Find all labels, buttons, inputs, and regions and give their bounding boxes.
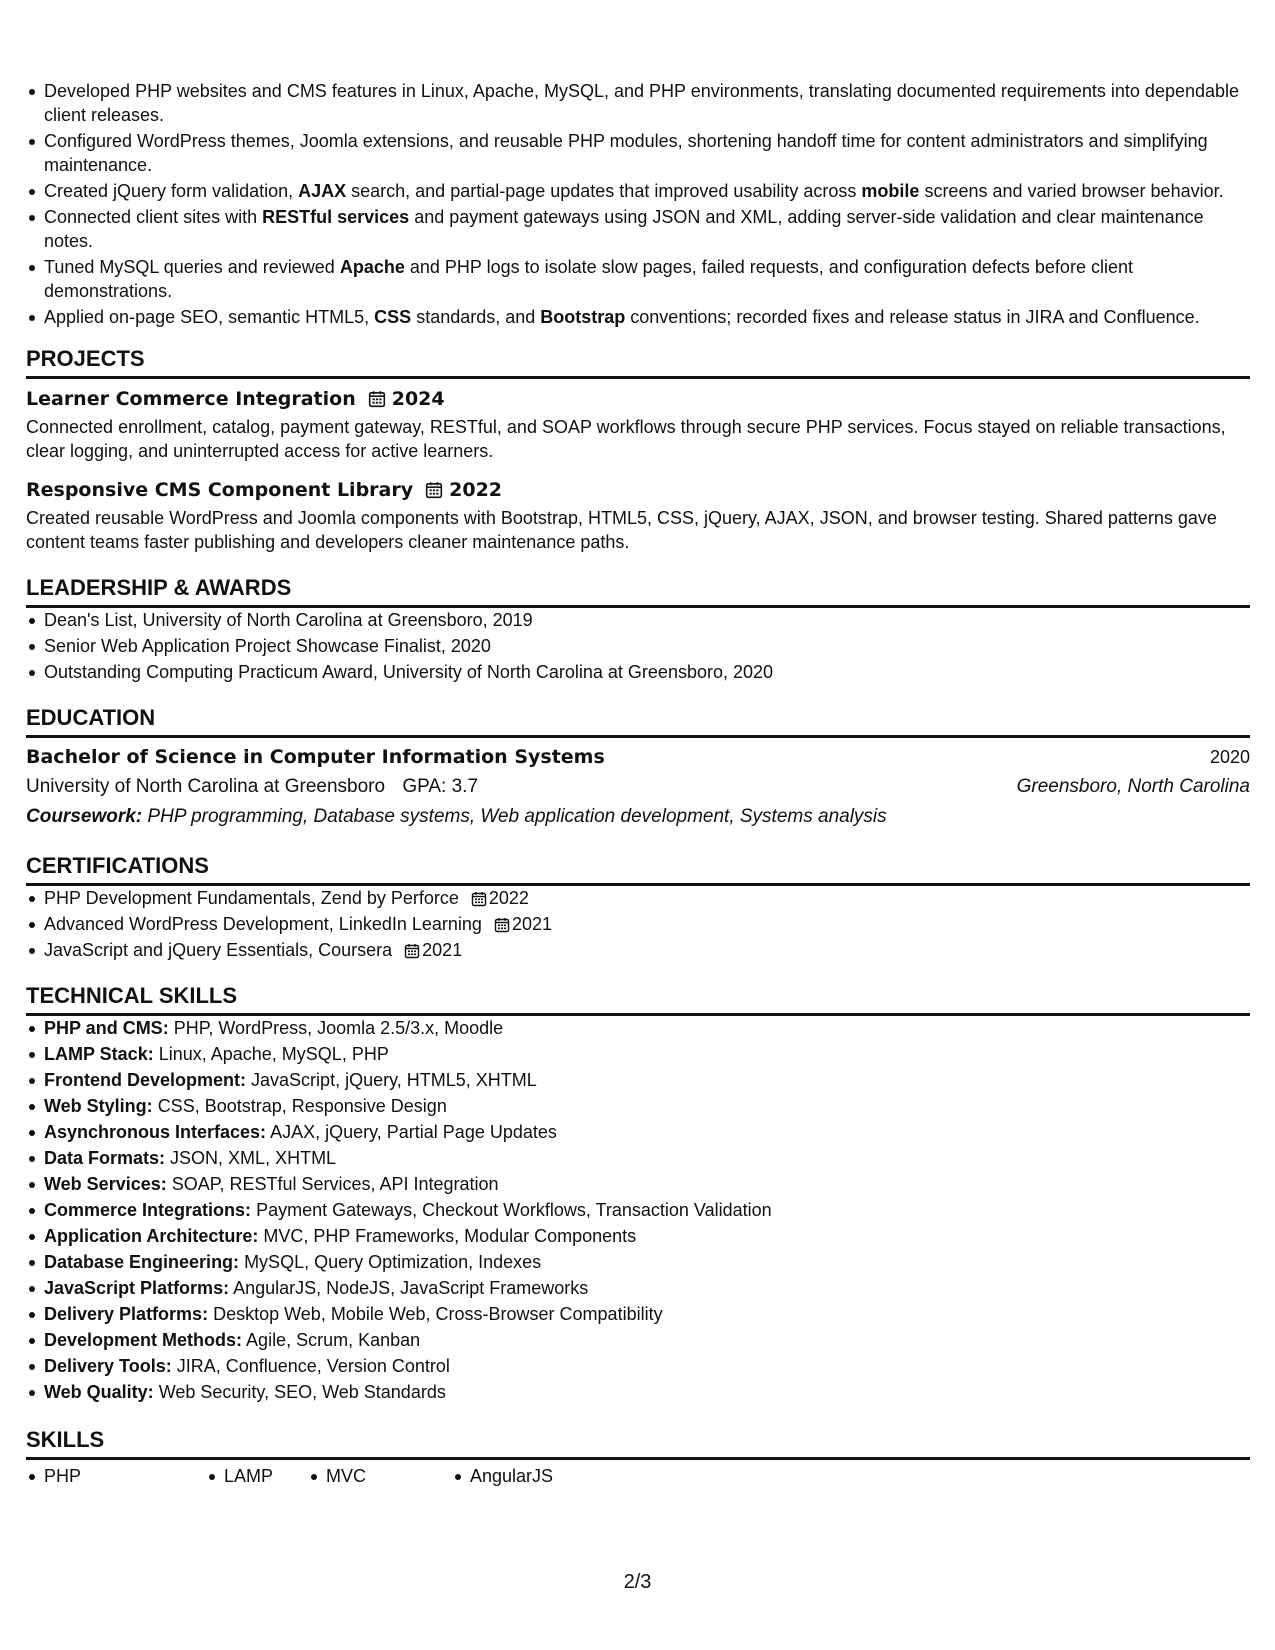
technical-skill-label: Delivery Platforms:: [44, 1304, 209, 1324]
skills-row: [26, 1464, 1250, 1488]
project-title: Learner Commerce Integration: [26, 388, 356, 410]
technical-skill-label: Frontend Development:: [44, 1070, 247, 1090]
technical-skill-value: PHP, WordPress, Joomla 2.5/3.x, Moodle: [173, 1018, 504, 1038]
technical-skill-value: Web Security, SEO, Web Standards: [158, 1382, 446, 1402]
technical-skill-item: [44, 1120, 1250, 1144]
technical-skill-value: CSS, Bootstrap, Responsive Design: [157, 1096, 447, 1116]
technical-skill-value: Agile, Scrum, Kanban: [246, 1330, 421, 1350]
project-year: 2024: [391, 388, 445, 410]
technical-skill-value: Linux, Apache, MySQL, PHP: [158, 1044, 389, 1064]
certification-item: [44, 886, 1250, 910]
technical-skill-label: Delivery Tools:: [44, 1356, 172, 1376]
technical-skill-item: [44, 1250, 1250, 1274]
award-item: Outstanding Computing Practicum Award, University of North Carolina at Greensboro, 2020: [44, 660, 1250, 684]
experience-bullet: Tuned MySQL queries and reviewed Apache and PHP logs to isolate slow pages, failed requests, and configuration defects before client demonstrations.: [44, 255, 1250, 303]
technical-skill-label: PHP and CMS:: [44, 1018, 169, 1038]
experience-bullet: Developed PHP websites and CMS features in Linux, Apache, MySQL, and PHP environments, translating documented requirements into dependable client releases.: [44, 79, 1250, 127]
section-title-projects: PROJECTS: [26, 345, 1250, 379]
technical-skill-item: [44, 1354, 1250, 1378]
technical-skill-item: [44, 1068, 1250, 1092]
awards-list: [26, 608, 1250, 684]
experience-bullet-list: [26, 79, 1250, 329]
projects-list: [26, 386, 1250, 554]
technical-skill-item: [44, 1198, 1250, 1222]
project-title: Responsive CMS Component Library: [26, 479, 414, 501]
technical-skill-item: [44, 1172, 1250, 1196]
coursework-value: PHP programming, Database systems, Web application development, Systems analysis: [147, 806, 887, 827]
technical-skill-label: Development Methods:: [44, 1330, 243, 1350]
calendar-icon: [368, 390, 386, 408]
project-title-row: [26, 477, 1250, 503]
technical-skill-value: JIRA, Confluence, Version Control: [176, 1356, 450, 1376]
certification-year: 2021: [511, 914, 552, 934]
section-title-skills: SKILLS: [26, 1426, 1250, 1460]
technical-skill-label: Commerce Integrations:: [44, 1200, 252, 1220]
education-coursework: [26, 802, 1250, 832]
education-year: 2020: [1209, 747, 1250, 767]
section-title-technical-skills: TECHNICAL SKILLS: [26, 982, 1250, 1016]
emphasis: Apache: [339, 257, 405, 277]
emphasis: mobile: [861, 181, 920, 201]
project-year: 2022: [449, 479, 503, 501]
technical-skill-label: Data Formats:: [44, 1148, 166, 1168]
technical-skill-label: JavaScript Platforms:: [44, 1278, 230, 1298]
certification-name: PHP Development Fundamentals, Zend by Perforce: [44, 888, 459, 908]
technical-skill-label: Asynchronous Interfaces:: [44, 1122, 267, 1142]
technical-skill-item: [44, 1302, 1250, 1326]
emphasis: RESTful services: [262, 207, 410, 227]
technical-skill-item: [44, 1146, 1250, 1170]
technical-skills-list: [26, 1016, 1250, 1404]
technical-skill-item: [44, 1276, 1250, 1300]
technical-skill-item: [44, 1016, 1250, 1040]
technical-skill-label: Web Styling:: [44, 1096, 153, 1116]
certification-item: [44, 938, 1250, 962]
project-title-row: [26, 386, 1250, 412]
section-title-education: EDUCATION: [26, 704, 1250, 738]
technical-skill-value: JavaScript, jQuery, HTML5, XHTML: [251, 1070, 537, 1090]
technical-skill-item: [44, 1094, 1250, 1118]
calendar-icon: [404, 943, 420, 959]
calendar-icon: [494, 917, 510, 933]
education-location: Greensboro, North Carolina: [1016, 776, 1250, 797]
project-description: Connected enrollment, catalog, payment gateway, RESTful, and SOAP workflows through secure PHP services. Focus stayed on reliable transactions, clear logging, and uninterrupted access for active learners.: [26, 417, 1226, 461]
technical-skill-value: SOAP, RESTful Services, API Integration: [171, 1174, 499, 1194]
education-degree: Bachelor of Science in Computer Information Systems: [26, 746, 605, 768]
experience-bullet: Created jQuery form validation, AJAX search, and partial-page updates that improved usability across mobile screens and varied browser behavior.: [44, 179, 1250, 203]
technical-skill-label: Database Engineering:: [44, 1252, 240, 1272]
award-item: Senior Web Application Project Showcase Finalist, 2020: [44, 634, 1250, 658]
coursework-label: Coursework:: [26, 806, 143, 827]
page-number: 2/3: [623, 1571, 652, 1593]
section-title-certifications: CERTIFICATIONS: [26, 852, 1250, 886]
calendar-icon: [471, 891, 487, 907]
skill-item: LAMP: [206, 1464, 308, 1488]
certification-year: 2022: [488, 888, 529, 908]
education-school-line: [26, 772, 478, 802]
technical-skill-value: MVC, PHP Frameworks, Modular Components: [263, 1226, 637, 1246]
certification-name: JavaScript and jQuery Essentials, Coursera: [44, 940, 393, 960]
resume-content: [26, 79, 1250, 1488]
skill-item: AngularJS: [452, 1464, 600, 1488]
certification-year: 2021: [422, 940, 463, 960]
calendar-icon: [425, 481, 443, 499]
experience-bullet: Applied on-page SEO, semantic HTML5, CSS standards, and Bootstrap conventions; recorded fixes and release status in JIRA and Confluence.: [44, 305, 1250, 329]
emphasis: CSS: [374, 307, 412, 327]
project-description: Created reusable WordPress and Joomla components with Bootstrap, HTML5, CSS, jQuery, AJAX, JSON, and browser testing. Shared patterns gave content teams faster publishing and developers cleaner maintenance paths.: [26, 508, 1217, 552]
education-gpa: GPA: 3.7: [402, 776, 479, 797]
technical-skill-value: MySQL, Query Optimization, Indexes: [244, 1252, 542, 1272]
technical-skill-label: LAMP Stack:: [44, 1044, 154, 1064]
technical-skill-value: Payment Gateways, Checkout Workflows, Transaction Validation: [256, 1200, 772, 1220]
emphasis: AJAX: [298, 181, 347, 201]
technical-skill-value: Desktop Web, Mobile Web, Cross-Browser Compatibility: [213, 1304, 663, 1324]
award-item: Dean's List, University of North Carolina at Greensboro, 2019: [44, 608, 1250, 632]
technical-skill-item: [44, 1042, 1250, 1066]
certifications-list: [26, 886, 1250, 962]
technical-skill-item: [44, 1328, 1250, 1352]
certification-name: Advanced WordPress Development, LinkedIn Learning: [44, 914, 482, 934]
technical-skill-item: [44, 1380, 1250, 1404]
technical-skill-label: Application Architecture:: [44, 1226, 259, 1246]
certification-item: [44, 912, 1250, 936]
experience-bullet: Configured WordPress themes, Joomla extensions, and reusable PHP modules, shortening handoff time for content administrators and simplifying maintenance.: [44, 129, 1250, 177]
skill-item: PHP: [26, 1464, 206, 1488]
technical-skill-label: Web Quality:: [44, 1382, 154, 1402]
technical-skill-label: Web Services:: [44, 1174, 167, 1194]
section-title-leadership: LEADERSHIP & AWARDS: [26, 574, 1250, 608]
technical-skill-value: JSON, XML, XHTML: [170, 1148, 337, 1168]
experience-bullet: Connected client sites with RESTful services and payment gateways using JSON and XML, adding server-side validation and clear maintenance notes.: [44, 205, 1250, 253]
skill-item: MVC: [308, 1464, 452, 1488]
education-entry: [26, 738, 1250, 832]
technical-skill-value: AJAX, jQuery, Partial Page Updates: [270, 1122, 557, 1142]
education-school: University of North Carolina at Greensboro: [26, 776, 386, 797]
technical-skill-value: AngularJS, NodeJS, JavaScript Frameworks: [233, 1278, 589, 1298]
emphasis: Bootstrap: [540, 307, 626, 327]
technical-skill-item: [44, 1224, 1250, 1248]
